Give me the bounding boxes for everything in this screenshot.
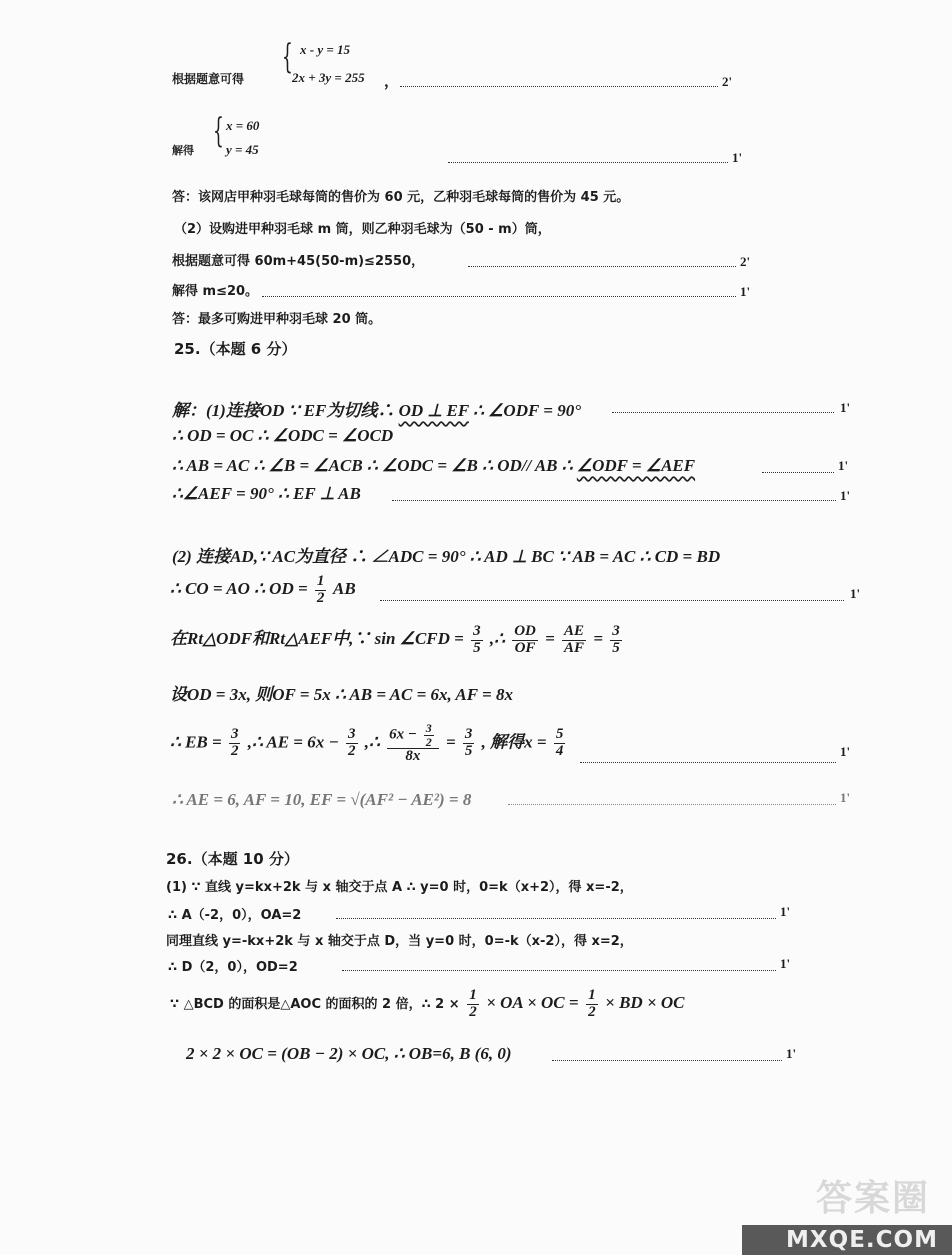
proof-line [172,456,695,476]
dot-leader [612,412,834,413]
score-mark: 1' [840,790,851,805]
dot-leader [380,600,844,601]
solution-text: ∵ △BCD 的面积是△AOC 的面积的 2 倍，∴ 2 × [170,996,460,1012]
equation-brace: { [282,37,293,77]
dot-leader [262,296,736,297]
proof-line [170,722,568,765]
score-mark: 1' [732,150,743,165]
inequality-line: 根据题意可得 60m+45(50-m)≤2550， [172,254,425,269]
wavy-underlined-text: ∠ODF = ∠AEF [576,456,696,475]
proof-text: 6x − [389,726,417,743]
solution-text: × OA × OC = [486,992,579,1012]
score-mark: 1' [780,956,791,971]
fraction: $\frac{3}{2}$ [425,721,432,749]
proof-line [170,624,625,657]
proof-text: ∴ AB = AC ∴ ∠B = ∠ACB ∴ ∠ODC = ∠B ∴ OD// AB ∴ [172,456,577,475]
solution-2: y = 45 [226,142,259,157]
answer-line: 答：最多可购进甲种羽毛球 20 筒。 [172,312,382,327]
score-mark: 1' [838,458,849,473]
dot-leader [448,162,728,163]
section-heading: 26.（本题 10 分） [166,850,299,868]
proof-line [170,574,356,607]
solve-inequality: 解得 m≤20。 [172,284,259,299]
fraction: $\frac{3}{5}$ [612,623,620,656]
solution-line: ∴ D（2，0），OD=2 [168,960,298,975]
solution-line: (1) ∵ 直线 y=kx+2k 与 x 轴交于点 A ∴ y=0 时，0=k（x+2），得 x=-2， [166,880,633,895]
dot-leader [468,266,736,267]
dot-leader [508,804,836,805]
fraction: $\frac{3}{5}$ [473,623,481,656]
proof-text: ,∴ [489,629,505,649]
solution-brace: { [213,111,224,151]
compound-fraction: 6x − $\frac{3}{2}$ 8x [387,722,439,765]
proof-text: = [545,629,555,649]
proof-line: ∴∠AEF = 90° ∴ EF ⊥ AB [172,484,361,503]
proof-line: 设OD = 3x, 则OF = 5x ∴ AB = AC = 6x, AF = 8x [170,685,513,704]
dot-leader [392,500,836,501]
proof-line: ∴ OD = OC ∴ ∠ODC = ∠OCD [172,426,394,445]
proof-text: = [445,732,456,752]
equation-2: 2x + 3y = 255 [292,70,365,85]
score-mark: 1' [840,488,851,503]
fraction: $\frac{1}{2}$ [316,573,325,606]
proof-text: ∴ CO = AO ∴ OD = [170,579,308,599]
solution-line: 同理直线 y=-kx+2k 与 x 轴交于点 D，当 y=0 时，0=-k（x-2），得 x=2， [166,934,633,949]
proof-text: 解：(1)连接OD ∵ EF为切线∴ [172,401,395,420]
dot-leader [580,762,836,763]
solve-prefix: 解得 [172,144,194,157]
fraction: $\frac{3}{5}$ [464,726,473,759]
system-prefix: 根据题意可得 [172,72,245,86]
dot-leader [552,1060,782,1061]
solution-line: 2 × 2 × OC = (OB − 2) × OC, ∴ OB=6, B (6, 0) [186,1044,512,1063]
score-mark: 1' [840,744,851,759]
equation-1: x - y = 15 [300,42,351,57]
part2-setup: （2）设购进甲种羽毛球 m 筒，则乙种羽毛球为（50 - m）筒， [174,222,551,237]
score-mark: 1' [840,400,851,415]
score-mark: 1' [850,586,861,601]
equation-comma: ， [384,72,400,90]
dot-leader [336,918,776,919]
score-mark: 1' [786,1046,797,1061]
proof-text: ,∴ [364,732,380,752]
fraction: $\frac{AE}{AF}$ [564,623,585,656]
score-mark: 2' [740,254,751,269]
score-mark: 2' [722,74,733,89]
proof-line [172,396,581,421]
dot-leader [342,970,776,971]
fraction: $\frac{5}{4}$ [555,726,564,759]
proof-text: , 解得x = [481,732,547,752]
proof-line: (2) 连接AD,∵ AC为直径 ∴ ∠ADC = 90° ∴ AD ⊥ BC ∵ AB = AC ∴ CD = BD [172,547,721,566]
watermark-logo-text: 答案圈 [815,1178,930,1219]
dot-leader [400,86,718,87]
proof-text: ∴ ∠ODF = 90° [473,401,581,420]
proof-text: ∴ EB = [170,732,222,752]
answer-line: 答：该网店甲种羽毛球每筒的售价为 60 元，乙种羽毛球每筒的售价为 45 元。 [172,190,630,205]
fraction: $\frac{3}{2}$ [348,726,356,759]
proof-text: = [593,629,603,649]
site-watermark [742,1178,952,1255]
proof-line: ∴ AE = 6, AF = 10, EF = √(AF² − AE²) = 8 [172,790,472,809]
solution-1: x = 60 [226,118,260,133]
wavy-underlined-text: OD ⊥ EF [398,401,469,420]
score-mark: 1' [780,904,791,919]
proof-text: ,∴ AE = 6x − [247,732,339,752]
watermark-url: MXQE.COM [786,1227,938,1253]
fraction: $\frac{3}{2}$ [230,726,239,759]
proof-text: AB [333,579,356,599]
section-heading: 25.（本题 6 分） [174,340,297,358]
score-mark: 1' [740,284,751,299]
solution-text: × BD × OC [605,992,685,1012]
proof-text: 在Rt△ODF和Rt△AEF中,∵ sin ∠CFD = [170,629,464,649]
fraction: $\frac{1}{2}$ [469,987,477,1020]
fraction: $\frac{OD}{OF}$ [514,623,536,656]
fraction: $\frac{1}{2}$ [588,987,596,1020]
solution-line: ∴ A（-2，0），OA=2 [168,908,302,923]
solution-line [170,988,685,1021]
dot-leader [762,472,834,473]
